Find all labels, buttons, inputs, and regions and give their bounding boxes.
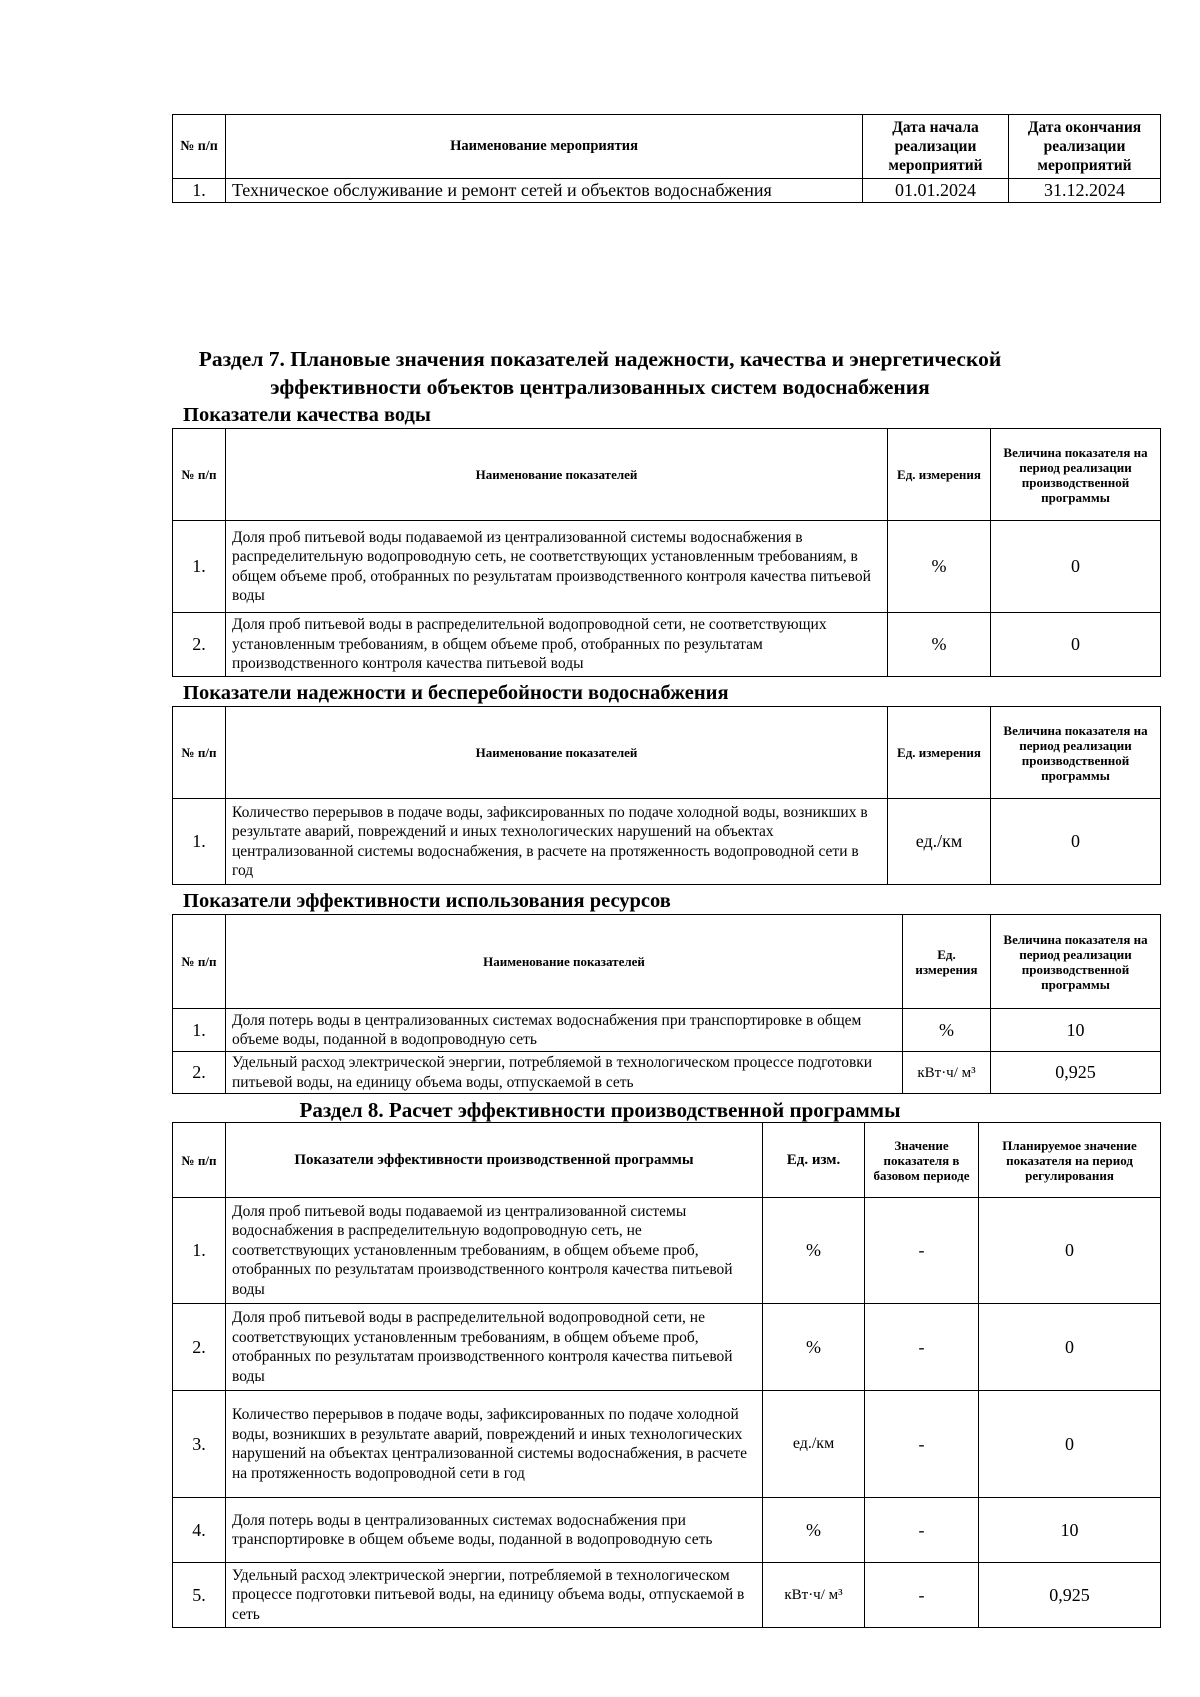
header-measure-name: Наименование мероприятия bbox=[226, 115, 863, 179]
row-num: 2. bbox=[173, 613, 226, 677]
row-unit: % bbox=[763, 1498, 865, 1563]
row-end-date: 31.12.2024 bbox=[1009, 179, 1161, 203]
header-value: Величина показателя на период реализации производственной программы bbox=[991, 429, 1161, 521]
row-indicator-name: Доля проб питьевой воды подаваемой из централизованной системы водоснабжения в распределительную водопроводную сеть, не соответствующих установленным требованиям, в общем объеме проб, отобранных по результатам производственного контроля качества питьевой воды bbox=[226, 1198, 763, 1304]
section7-title-line2: эффективности объектов централизованных систем водоснабжения bbox=[270, 375, 930, 399]
reliability-heading: Показатели надежности и бесперебойности водоснабжения bbox=[183, 682, 729, 704]
header-unit: Ед. измерения bbox=[903, 915, 991, 1009]
table-row bbox=[173, 1563, 1161, 1628]
reliability-table bbox=[172, 706, 1161, 885]
row-base-value: - bbox=[865, 1498, 979, 1563]
header-indicator-name: Наименование показателей bbox=[226, 429, 888, 521]
row-value: 10 bbox=[991, 1009, 1161, 1052]
row-unit: кВт·ч/ м³ bbox=[903, 1052, 991, 1094]
row-planned-value: 0 bbox=[979, 1198, 1161, 1304]
row-num: 1. bbox=[173, 179, 226, 203]
row-indicator-name: Доля потерь воды в централизованных системах водоснабжения при транспортировке в общем объеме воды, поданной в водопроводную сеть bbox=[226, 1498, 763, 1563]
table-row bbox=[173, 179, 1161, 203]
reliability-header-row bbox=[173, 707, 1161, 799]
row-planned-value: 0 bbox=[979, 1304, 1161, 1391]
table-row bbox=[173, 521, 1161, 613]
row-planned-value: 0,925 bbox=[979, 1563, 1161, 1628]
row-num: 1. bbox=[173, 521, 226, 613]
row-value: 0,925 bbox=[991, 1052, 1161, 1094]
row-unit: % bbox=[903, 1009, 991, 1052]
row-indicator-name: Удельный расход электрической энергии, потребляемой в технологическом процессе подготовки питьевой воды, на единицу объема воды, отпускаемой в сеть bbox=[226, 1563, 763, 1628]
resources-heading: Показатели эффективности использования ресурсов bbox=[183, 890, 671, 912]
row-value: 0 bbox=[991, 521, 1161, 613]
row-num: 2. bbox=[173, 1304, 226, 1391]
table-row bbox=[173, 1498, 1161, 1563]
row-num: 1. bbox=[173, 1009, 226, 1052]
header-num: № п/п bbox=[173, 1123, 226, 1198]
header-num: № п/п bbox=[173, 429, 226, 521]
header-num: № п/п bbox=[173, 915, 226, 1009]
resources-header-row bbox=[173, 915, 1161, 1009]
row-num: 4. bbox=[173, 1498, 226, 1563]
row-base-value: - bbox=[865, 1304, 979, 1391]
section8-table bbox=[172, 1122, 1161, 1628]
header-indicator-name: Наименование показателей bbox=[226, 707, 888, 799]
header-unit: Ед. изм. bbox=[763, 1123, 865, 1198]
row-num: 3. bbox=[173, 1391, 226, 1498]
quality-header-row bbox=[173, 429, 1161, 521]
row-value: 0 bbox=[991, 799, 1161, 885]
header-planned-value: Планируемое значение показателя на период регулирования bbox=[979, 1123, 1161, 1198]
table-row bbox=[173, 1198, 1161, 1304]
header-num: № п/п bbox=[173, 707, 226, 799]
table-row bbox=[173, 1009, 1161, 1052]
quality-heading: Показатели качества воды bbox=[183, 404, 431, 426]
row-indicator-name: Удельный расход электрической энергии, потребляемой в технологическом процессе подготовки питьевой воды, на единицу объема воды, отпускаемой в сеть bbox=[226, 1052, 903, 1094]
measures-header-row bbox=[173, 115, 1161, 179]
row-unit: % bbox=[763, 1198, 865, 1304]
row-indicator-name: Доля проб питьевой воды в распределительной водопроводной сети, не соответствующих установленным требованиям, в общем объеме проб, отобранных по результатам производственного контроля качества питьевой воды bbox=[226, 613, 888, 677]
table-row bbox=[173, 1304, 1161, 1391]
row-indicator-name: Доля проб питьевой воды в распределительной водопроводной сети, не соответствующих установленным требованиям, в общем объеме проб, отобранных по результатам производственного контроля качества питьевой воды bbox=[226, 1304, 763, 1391]
header-num: № п/п bbox=[173, 115, 226, 179]
row-unit: ед./км bbox=[763, 1391, 865, 1498]
measures-table bbox=[172, 114, 1161, 203]
row-planned-value: 10 bbox=[979, 1498, 1161, 1563]
row-planned-value: 0 bbox=[979, 1391, 1161, 1498]
row-base-value: - bbox=[865, 1563, 979, 1628]
row-indicator-name: Доля потерь воды в централизованных системах водоснабжения при транспортировке в общем объеме воды, поданной в водопроводную сеть bbox=[226, 1009, 903, 1052]
row-num: 1. bbox=[173, 1198, 226, 1304]
section8-header-row bbox=[173, 1123, 1161, 1198]
table-row bbox=[173, 613, 1161, 677]
section8-title: Раздел 8. Расчет эффективности производственной программы bbox=[299, 1098, 901, 1122]
row-start-date: 01.01.2024 bbox=[863, 179, 1009, 203]
row-unit: % bbox=[763, 1304, 865, 1391]
row-indicator-name: Доля проб питьевой воды подаваемой из централизованной системы водоснабжения в распределительную водопроводную сеть, не соответствующих установленным требованиям, в общем объеме проб, отобранных по результатам производственного контроля качества питьевой воды bbox=[226, 521, 888, 613]
row-base-value: - bbox=[865, 1391, 979, 1498]
row-base-value: - bbox=[865, 1198, 979, 1304]
quality-table bbox=[172, 428, 1161, 677]
row-unit: ед./км bbox=[888, 799, 991, 885]
row-num: 2. bbox=[173, 1052, 226, 1094]
table-row bbox=[173, 1052, 1161, 1094]
header-start-date: Дата начала реализации мероприятий bbox=[863, 115, 1009, 179]
header-unit: Ед. измерения bbox=[888, 707, 991, 799]
header-base-value: Значение показателя в базовом периоде bbox=[865, 1123, 979, 1198]
row-unit: % bbox=[888, 521, 991, 613]
table-row bbox=[173, 1391, 1161, 1498]
header-value: Величина показателя на период реализации производственной программы bbox=[991, 707, 1161, 799]
header-indicator-name: Показатели эффективности производственной программы bbox=[226, 1123, 763, 1198]
table-row bbox=[173, 799, 1161, 885]
row-unit: % bbox=[888, 613, 991, 677]
row-num: 5. bbox=[173, 1563, 226, 1628]
resources-table bbox=[172, 914, 1161, 1094]
row-indicator-name: Количество перерывов в подаче воды, зафиксированных по подаче холодной воды, возникших в результате аварий, повреждений и иных технологических нарушений на объектах централизованной системы водоснабжения, в расчете на протяженность водопроводной сети в год bbox=[226, 1391, 763, 1498]
header-indicator-name: Наименование показателей bbox=[226, 915, 903, 1009]
row-measure-name: Техническое обслуживание и ремонт сетей и объектов водоснабжения bbox=[226, 179, 863, 203]
row-indicator-name: Количество перерывов в подаче воды, зафиксированных по подаче холодной воды, возникших в результате аварий, повреждений и иных технологических нарушений на объектах централизованной системы водоснабжения, в расчете на протяженность водопроводной сети в год bbox=[226, 799, 888, 885]
header-unit: Ед. измерения bbox=[888, 429, 991, 521]
row-num: 1. bbox=[173, 799, 226, 885]
row-unit: кВт·ч/ м³ bbox=[763, 1563, 865, 1628]
header-value: Величина показателя на период реализации производственной программы bbox=[991, 915, 1161, 1009]
row-value: 0 bbox=[991, 613, 1161, 677]
section7-title-line1: Раздел 7. Плановые значения показателей надежности, качества и энергетической bbox=[198, 347, 1002, 371]
header-end-date: Дата окончания реализации мероприятий bbox=[1009, 115, 1161, 179]
